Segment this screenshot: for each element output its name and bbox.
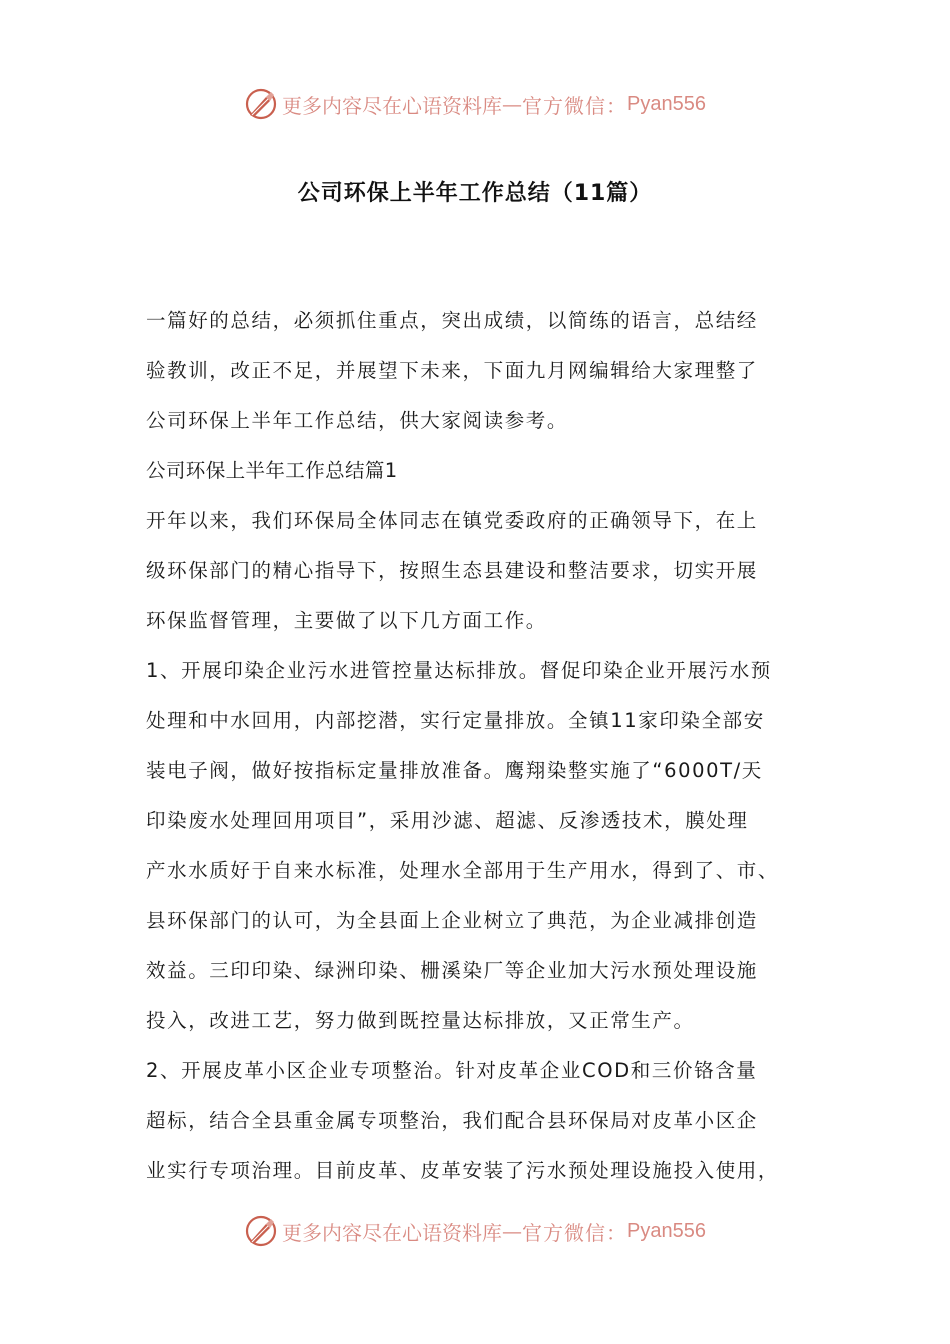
body-line: 公司环保上半年工作总结，供大家阅读参考。 [146, 409, 569, 432]
body-line: 级环保部门的精心指导下，按照生态县建设和整洁要求，切实开展 [146, 559, 758, 582]
wechat-label: 官方微信： [522, 93, 628, 118]
body-line: 超标，结合全县重金属专项整治，我们配合县环保局对皮革小区企 [146, 1109, 758, 1132]
body-line: 一篇好的总结，必须抓住重点，突出成绩，以简练的语言，总结经 [146, 309, 758, 332]
body-line: 2、开展皮革小区企业专项整治。针对皮革企业COD和三价铬含量 [146, 1059, 758, 1082]
pen-nib-logo-icon [244, 1214, 278, 1248]
banner-dash: — [502, 1219, 523, 1243]
body-line: 处理和中水回用，内部挖潜，实行定量排放。全镇11家印染全部安 [146, 709, 765, 732]
body-line: 装电子阀，做好按指标定量排放准备。鹰翔染整实施了“6000T/天 [146, 759, 763, 782]
wechat-label: 官方微信： [522, 1220, 628, 1245]
body-line: 验教训，改正不足，并展望下未来，下面九月网编辑给大家理整了 [146, 359, 758, 382]
document-title: 公司环保上半年工作总结（11篇） [297, 181, 653, 206]
footer-banner [0, 1211, 950, 1251]
wechat-handle: Pyan556 [627, 92, 706, 115]
header-banner [0, 84, 950, 124]
body-line: 开年以来，我们环保局全体同志在镇党委政府的正确领导下，在上 [146, 509, 758, 532]
body-line: 产水水质好于自来水标准，处理水全部用于生产用水，得到了、市、 [146, 859, 780, 882]
banner-dash: — [502, 92, 523, 116]
body-line: 环保监督管理，主要做了以下几方面工作。 [146, 609, 547, 632]
document-body [146, 296, 810, 1196]
pen-nib-logo-icon [244, 87, 278, 121]
body-line: 1、开展印染企业污水进管控量达标排放。督促印染企业开展污水预 [146, 659, 772, 682]
section-heading: 公司环保上半年工作总结篇1 [146, 459, 398, 482]
promo-text: 更多内容尽在心语资料库 [282, 1220, 503, 1245]
promo-text: 更多内容尽在心语资料库 [282, 93, 503, 118]
body-line: 印染废水处理回用项目”，采用沙滤、超滤、反渗透技术，膜处理 [146, 809, 749, 832]
wechat-handle: Pyan556 [627, 1219, 706, 1242]
body-line: 县环保部门的认可，为全县面上企业树立了典范，为企业减排创造 [146, 909, 758, 932]
body-line: 投入，改进工艺，努力做到既控量达标排放，又正常生产。 [146, 1009, 695, 1032]
body-line: 效益。三印印染、绿洲印染、栅溪染厂等企业加大污水预处理设施 [146, 959, 758, 982]
body-line: 业实行专项治理。目前皮革、皮革安装了污水预处理设施投入使用， [146, 1159, 780, 1182]
